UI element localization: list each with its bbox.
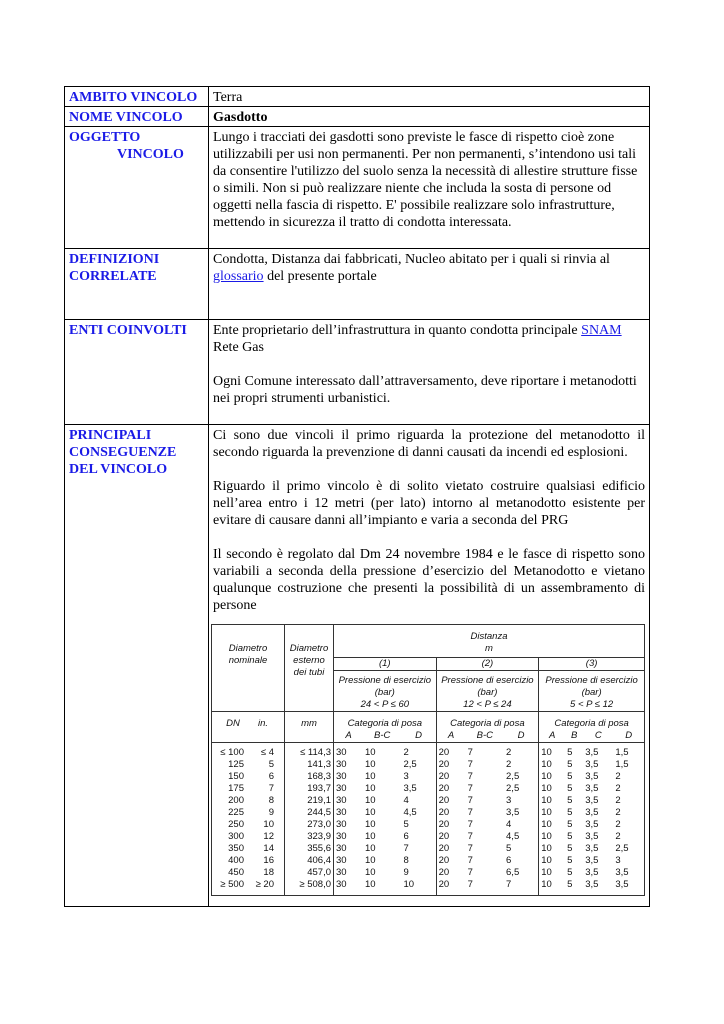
cell-dn: 200 xyxy=(228,795,244,806)
cell-g2-a: 20 xyxy=(436,807,465,819)
cell-g2-bc: 7 xyxy=(467,843,473,854)
group-1-range: 24 < P ≤ 60 xyxy=(360,699,410,710)
cell-g1-a: 30 xyxy=(334,879,363,896)
cell-g1-bc: 10 xyxy=(364,747,376,758)
cell-g3-a: 10 xyxy=(539,759,565,771)
label-nome: NOME VINCOLO xyxy=(65,107,209,127)
cell-mm: 323,9 xyxy=(285,831,334,843)
sub3-c: C xyxy=(583,730,613,743)
header-diametro-nominale: Diametro nominale xyxy=(228,643,268,666)
sub1-bc: B-C xyxy=(363,730,401,743)
cell-g2-d: 3,5 xyxy=(506,807,520,818)
label-oggetto xyxy=(65,127,209,249)
cell-g3-b: 5 xyxy=(567,759,573,770)
cell-g3-a: 10 xyxy=(539,783,565,795)
cell-mm: ≤ 114,3 xyxy=(285,743,334,760)
cell-in: 7 xyxy=(268,783,274,794)
group-3-label: (3) xyxy=(539,658,645,671)
cell-in: 9 xyxy=(268,807,274,818)
cell-mm: ≥ 508,0 xyxy=(285,879,334,896)
cell-in: 5 xyxy=(268,759,274,770)
conseguenze-para3: Il secondo è regolato dal Dm 24 novembre 1984 e le fasce di rispetto sono variabili a seconda della pressione d’esercizio del Metanodotto e vietano qualunque costruzione che presenti la possibilità di un assembramento di persone xyxy=(213,547,645,613)
cell-g2-bc: 7 xyxy=(467,783,473,794)
group-2-range: 12 < P ≤ 24 xyxy=(463,699,512,710)
cell-g1-bc: 10 xyxy=(364,807,376,818)
conseguenze-para1: Ci sono due vincoli il primo riguarda la protezione del metanodotto il secondo riguarda la prevenzione di danni causati da incendi ed esplosioni. xyxy=(213,428,645,460)
cell-dn: ≥ 500 xyxy=(220,879,244,890)
header-distanza xyxy=(334,625,645,658)
cell-g3-d: 2 xyxy=(615,795,621,806)
cell-g3-c: 3,5 xyxy=(585,819,599,830)
cell-g3-b: 5 xyxy=(567,879,573,890)
cell-mm: 168,3 xyxy=(285,771,334,783)
cell-g3-d: 1,5 xyxy=(615,759,629,770)
distance-table-body xyxy=(212,743,645,896)
group-3-categoria: Categoria di posa xyxy=(539,712,645,731)
cell-g2-a: 20 xyxy=(436,855,465,867)
cell-g1-d: 4,5 xyxy=(403,807,417,818)
value-oggetto: Lungo i tracciati dei gasdotti sono previste le fasce di rispetto cioè zone utilizzabili per usi non permanenti. Per non permanenti, s’intendono usi tali da consentire l'utilizzo del suolo senza la necessità di allestire strutture fisse o simili. Non si può realizzare niente che includa la sosta di persone od oggetti nella fascia di rispetto. E' possibile realizzare solo infrastrutture, mettendo in sicurezza il tratto di condotta interessata. xyxy=(209,127,650,249)
header-distanza-label: Distanza xyxy=(470,631,508,642)
cell-g2-bc: 7 xyxy=(467,867,473,878)
sub3-b: B xyxy=(565,730,583,743)
cell-g2-bc: 7 xyxy=(467,807,473,818)
table-row xyxy=(212,743,645,760)
cell-g2-a: 20 xyxy=(436,743,465,760)
label-oggetto-line1: OGGETTO xyxy=(69,130,141,145)
cell-g3-b: 5 xyxy=(567,831,573,842)
table-row xyxy=(212,795,645,807)
unit-mm: mm xyxy=(285,712,334,731)
cell-g3-c: 3,5 xyxy=(585,783,599,794)
cell-g2-a: 20 xyxy=(436,879,465,896)
table-row xyxy=(212,807,645,819)
cell-g2-bc: 7 xyxy=(467,855,473,866)
cell-mm: 273,0 xyxy=(285,819,334,831)
cell-g3-a: 10 xyxy=(539,867,565,879)
cell-g3-c: 3,5 xyxy=(585,879,599,890)
cell-g1-a: 30 xyxy=(334,843,363,855)
cell-dn: 250 xyxy=(228,819,244,830)
cell-g2-bc: 7 xyxy=(467,747,473,758)
cell-dn: 175 xyxy=(228,783,244,794)
enti-text-before: Ente proprietario dell’infrastruttura in quanto condotta principale xyxy=(213,323,582,338)
label-definizioni xyxy=(65,249,209,320)
cell-g1-d: 8 xyxy=(403,855,409,866)
cell-g1-a: 30 xyxy=(334,759,363,771)
cell-g3-a: 10 xyxy=(539,795,565,807)
cell-g3-d: 3,5 xyxy=(615,867,629,878)
cell-g3-c: 3,5 xyxy=(585,867,599,878)
cell-g3-b: 5 xyxy=(567,795,573,806)
cell-g3-b: 5 xyxy=(567,783,573,794)
cell-dn: ≤ 100 xyxy=(220,747,244,758)
table-row xyxy=(212,843,645,855)
sub3-d: D xyxy=(613,730,644,743)
cell-g3-b: 5 xyxy=(567,771,573,782)
cell-g1-bc: 10 xyxy=(364,795,376,806)
label-conseguenze-line2: CONSEGUENZE xyxy=(69,445,177,460)
cell-g1-a: 30 xyxy=(334,743,363,760)
row-oggetto xyxy=(65,127,650,249)
label-oggetto-line2: VINCOLO xyxy=(117,147,184,162)
cell-g1-a: 30 xyxy=(334,831,363,843)
cell-g1-d: 2 xyxy=(403,747,409,758)
label-conseguenze xyxy=(65,425,209,907)
cell-g3-a: 10 xyxy=(539,771,565,783)
cell-g1-d: 3,5 xyxy=(403,783,417,794)
cell-g3-a: 10 xyxy=(539,819,565,831)
cell-in: ≥ 20 xyxy=(255,879,274,890)
cell-g1-bc: 10 xyxy=(364,843,376,854)
cell-g2-bc: 7 xyxy=(467,795,473,806)
group-3-range: 5 < P ≤ 12 xyxy=(570,699,614,710)
cell-g2-a: 20 xyxy=(436,795,465,807)
cell-mm: 406,4 xyxy=(285,855,334,867)
cell-in: 12 xyxy=(263,831,274,842)
cell-g2-d: 2,5 xyxy=(506,783,520,794)
group-3-pressure xyxy=(539,671,645,712)
cell-g1-bc: 10 xyxy=(364,831,376,842)
cell-g3-c: 3,5 xyxy=(585,843,599,854)
label-definizioni-line1: DEFINIZIONI xyxy=(69,252,160,267)
cell-g2-d: 2 xyxy=(506,747,512,758)
cell-g1-a: 30 xyxy=(334,795,363,807)
cell-g3-d: 2 xyxy=(615,783,621,794)
cell-g2-d: 4,5 xyxy=(506,831,520,842)
group-2-label: (2) xyxy=(436,658,539,671)
group-3-pressure-label: Pressione di esercizio (bar) xyxy=(545,675,638,698)
group-1-pressure-label: Pressione di esercizio (bar) xyxy=(338,675,431,698)
cell-g3-d: 2 xyxy=(615,831,621,842)
cell-in: ≤ 4 xyxy=(260,747,274,758)
cell-in: 10 xyxy=(263,819,274,830)
cell-g2-bc: 7 xyxy=(467,819,473,830)
cell-g3-d: 2,5 xyxy=(615,843,629,854)
conseguenze-para2: Riguardo il primo vincolo è di solito vietato costruire qualsiasi edificio nell’area entro i 12 metri (per lato) intorno al metanodotto esistente per evitare di causare danni all’impianto e varia a seconda del PRG xyxy=(213,479,645,528)
cell-g1-bc: 10 xyxy=(364,879,376,890)
cell-g1-bc: 10 xyxy=(364,867,376,878)
cell-dn: 150 xyxy=(228,771,244,782)
cell-g2-a: 20 xyxy=(436,831,465,843)
table-row xyxy=(212,759,645,771)
table-row xyxy=(212,783,645,795)
value-definizioni xyxy=(209,249,650,320)
sub3-a: A xyxy=(539,730,565,743)
cell-g3-c: 3,5 xyxy=(585,855,599,866)
cell-dn: 400 xyxy=(228,855,244,866)
cell-g3-a: 10 xyxy=(539,843,565,855)
cell-g3-b: 5 xyxy=(567,843,573,854)
cell-mm: 219,1 xyxy=(285,795,334,807)
group-2-pressure-label: Pressione di esercizio (bar) xyxy=(441,675,534,698)
cell-g1-a: 30 xyxy=(334,867,363,879)
cell-in: 6 xyxy=(268,771,274,782)
cell-g3-d: 2 xyxy=(615,771,621,782)
cell-g1-a: 30 xyxy=(334,855,363,867)
cell-g3-a: 10 xyxy=(539,831,565,843)
header-diametro-esterno: Diametro esterno dei tubi xyxy=(285,625,334,712)
cell-g3-c: 3,5 xyxy=(585,831,599,842)
cell-in: 8 xyxy=(268,795,274,806)
cell-g2-bc: 7 xyxy=(467,759,473,770)
cell-g3-d: 3 xyxy=(615,855,621,866)
group-1-pressure xyxy=(334,671,437,712)
row-enti xyxy=(65,320,650,425)
cell-g1-bc: 10 xyxy=(364,783,376,794)
cell-g1-d: 6 xyxy=(403,831,409,842)
label-conseguenze-line3: DEL VINCOLO xyxy=(69,462,168,477)
definizioni-text-after: del presente portale xyxy=(263,269,377,284)
cell-g1-d: 3 xyxy=(403,771,409,782)
group-1-label: (1) xyxy=(334,658,437,671)
group-1-categoria: Categoria di posa xyxy=(334,712,437,731)
value-ambito: Terra xyxy=(209,87,650,107)
cell-g3-d: 3,5 xyxy=(615,879,629,890)
label-enti: ENTI COINVOLTI xyxy=(65,320,209,425)
cell-g2-a: 20 xyxy=(436,783,465,795)
cell-in: 16 xyxy=(263,855,274,866)
cell-g2-bc: 7 xyxy=(467,879,473,890)
cell-g3-b: 5 xyxy=(567,855,573,866)
cell-g1-d: 10 xyxy=(403,879,415,890)
cell-g2-a: 20 xyxy=(436,843,465,855)
cell-g2-d: 2,5 xyxy=(506,771,520,782)
cell-g2-d: 6 xyxy=(506,855,512,866)
value-enti xyxy=(209,320,650,425)
definizioni-text-before: Condotta, Distanza dai fabbricati, Nucleo abitato per i quali si rinvia al xyxy=(213,252,610,267)
cell-g3-d: 2 xyxy=(615,819,621,830)
cell-in: 18 xyxy=(263,867,274,878)
enti-para2: Ogni Comune interessato dall’attraversamento, deve riportare i metanodotti nei propri strumenti urbanistici. xyxy=(213,374,637,406)
sub1-d: D xyxy=(401,730,436,743)
cell-g3-b: 5 xyxy=(567,867,573,878)
row-definizioni xyxy=(65,249,650,320)
distance-table xyxy=(211,624,645,896)
snam-link[interactable]: SNAM xyxy=(581,323,622,338)
cell-g3-a: 10 xyxy=(539,855,565,867)
cell-g2-d: 4 xyxy=(506,819,512,830)
cell-g2-d: 2 xyxy=(506,759,512,770)
cell-g2-d: 6,5 xyxy=(506,867,520,878)
cell-g3-d: 1,5 xyxy=(615,747,629,758)
enti-text-after: Rete Gas xyxy=(213,340,264,355)
cell-g2-d: 5 xyxy=(506,843,512,854)
cell-g3-b: 5 xyxy=(567,807,573,818)
sub1-a: A xyxy=(334,730,363,743)
table-row xyxy=(212,855,645,867)
cell-g3-c: 3,5 xyxy=(585,747,599,758)
cell-g3-a: 10 xyxy=(539,743,565,760)
cell-g2-a: 20 xyxy=(436,819,465,831)
unit-dn: DN xyxy=(226,718,240,729)
cell-g1-d: 4 xyxy=(403,795,409,806)
header-distanza-unit: m xyxy=(485,643,493,654)
cell-dn: 450 xyxy=(228,867,244,878)
table-row xyxy=(212,831,645,843)
cell-mm: 457,0 xyxy=(285,867,334,879)
enti-para1 xyxy=(213,322,645,356)
cell-g1-bc: 10 xyxy=(364,771,376,782)
cell-dn: 125 xyxy=(228,759,244,770)
sub2-d: D xyxy=(504,730,539,743)
value-conseguenze xyxy=(209,425,650,907)
cell-g1-d: 7 xyxy=(403,843,409,854)
cell-dn: 350 xyxy=(228,843,244,854)
table-row xyxy=(212,879,645,896)
row-conseguenze xyxy=(65,425,650,907)
cell-g1-bc: 10 xyxy=(364,855,376,866)
group-2-categoria: Categoria di posa xyxy=(436,712,539,731)
cell-g2-d: 7 xyxy=(506,879,512,890)
cell-g3-b: 5 xyxy=(567,747,573,758)
cell-g2-a: 20 xyxy=(436,867,465,879)
cell-g1-a: 30 xyxy=(334,807,363,819)
cell-g3-a: 10 xyxy=(539,879,565,896)
unit-in: in. xyxy=(257,718,269,729)
cell-mm: 141,3 xyxy=(285,759,334,771)
row-ambito xyxy=(65,87,650,107)
cell-mm: 193,7 xyxy=(285,783,334,795)
table-row xyxy=(212,819,645,831)
cell-g3-d: 2 xyxy=(615,807,621,818)
cell-g1-a: 30 xyxy=(334,771,363,783)
document-table xyxy=(64,86,650,907)
cell-in: 14 xyxy=(263,843,274,854)
cell-dn: 225 xyxy=(228,807,244,818)
cell-g2-d: 3 xyxy=(506,795,512,806)
label-ambito: AMBITO VINCOLO xyxy=(65,87,209,107)
cell-g1-a: 30 xyxy=(334,783,363,795)
glossario-link[interactable]: glossario xyxy=(213,269,264,284)
sub2-a: A xyxy=(436,730,465,743)
cell-g3-c: 3,5 xyxy=(585,807,599,818)
cell-g3-a: 10 xyxy=(539,807,565,819)
cell-g1-bc: 10 xyxy=(364,759,376,770)
row-nome xyxy=(65,107,650,127)
cell-g2-a: 20 xyxy=(436,771,465,783)
group-2-pressure xyxy=(436,671,539,712)
cell-g1-a: 30 xyxy=(334,819,363,831)
cell-g2-bc: 7 xyxy=(467,771,473,782)
cell-g1-d: 5 xyxy=(403,819,409,830)
label-conseguenze-line1: PRINCIPALI xyxy=(69,428,152,443)
cell-g2-a: 20 xyxy=(436,759,465,771)
cell-g1-d: 9 xyxy=(403,867,409,878)
cell-g1-bc: 10 xyxy=(364,819,376,830)
value-nome: Gasdotto xyxy=(209,107,650,127)
cell-mm: 244,5 xyxy=(285,807,334,819)
cell-g3-c: 3,5 xyxy=(585,795,599,806)
cell-g3-b: 5 xyxy=(567,819,573,830)
sub2-bc: B-C xyxy=(466,730,504,743)
table-row xyxy=(212,771,645,783)
cell-g1-d: 2,5 xyxy=(403,759,417,770)
cell-dn: 300 xyxy=(228,831,244,842)
cell-mm: 355,6 xyxy=(285,843,334,855)
label-definizioni-line2: CORRELATE xyxy=(69,269,157,284)
cell-g2-bc: 7 xyxy=(467,831,473,842)
cell-g3-c: 3,5 xyxy=(585,759,599,770)
cell-g3-c: 3,5 xyxy=(585,771,599,782)
table-row xyxy=(212,867,645,879)
